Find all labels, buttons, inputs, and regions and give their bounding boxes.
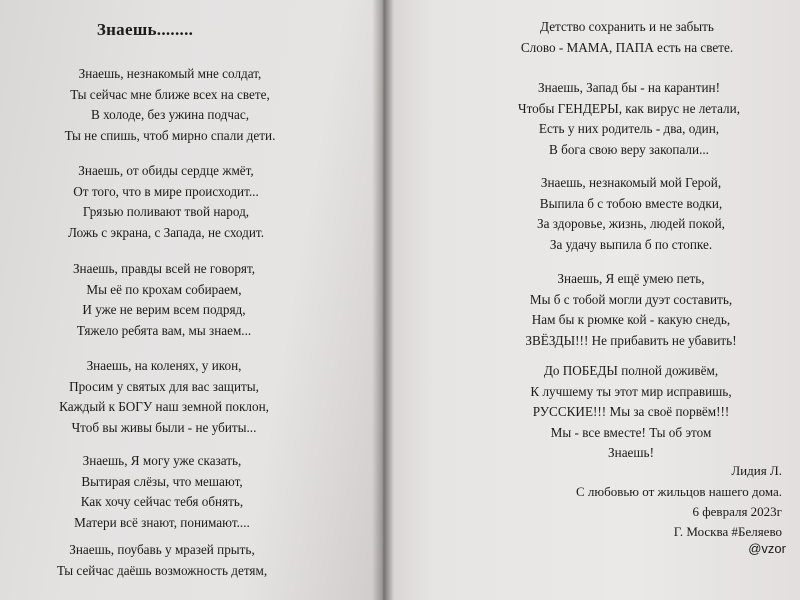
poem-line: Знаешь, Запад бы - на карантин!: [538, 80, 720, 95]
right-stanza-2: [474, 78, 784, 160]
poem-line: Знаешь, поубавь у мразей прыть,: [69, 542, 255, 557]
poem-line: Детство сохранить и не забыть: [540, 19, 714, 34]
poem-line: Грязью поливают твой народ,: [82, 204, 250, 219]
poem-line: Слово - МАМА, ПАПА есть на свете.: [520, 39, 734, 55]
left-stanza-5: [12, 451, 312, 533]
poem-line: Матери всё знают, понимают....: [74, 514, 250, 530]
poem-line: Есть у них родитель - два, один,: [538, 121, 720, 136]
poem-line: Выпила б с тобою вместе водки,: [539, 195, 723, 211]
right-stanza-1: [472, 17, 782, 58]
poem-title: Знаешь........: [96, 20, 194, 39]
poem-line: Каждый к БОГУ наш земной поклон,: [59, 399, 269, 414]
left-stanza-6: [12, 540, 312, 581]
poem-line: За удачу выпила б по стопке.: [549, 236, 713, 252]
poem-line: В холоде, без ужина подчас,: [90, 107, 250, 122]
poem-line: Ты сейчас даёшь возможность детям,: [56, 562, 268, 578]
poem-line: До ПОБЕДЫ полной доживём,: [543, 363, 719, 378]
poem-line: Знаешь, незнакомый мой Герой,: [540, 175, 722, 190]
poem-line: Мы - все вместе! Ты об этом: [550, 424, 712, 440]
poem-line: От того, что в мире происходит...: [73, 183, 259, 199]
poem-line: Нам бы к рюмке кой - какую снедь,: [531, 312, 731, 327]
poem-line: Знаешь, от обиды сердце жмёт,: [78, 163, 254, 178]
poem-line: Знаешь, правды всей не говорят,: [72, 261, 256, 276]
poem-line: РУССКИЕ!!! Мы за своё порвём!!!: [532, 404, 730, 419]
poem-line: Ты не спишь, чтоб мирно спали дети.: [64, 127, 276, 143]
signature-date: 6 февраля 2023г: [692, 504, 782, 519]
poem-line: Мы б с тобой могли дуэт составить,: [529, 291, 733, 307]
poem-line: Просим у святых для вас защиты,: [69, 378, 259, 394]
poem-line: Знаешь, Я могу уже сказать,: [82, 453, 242, 468]
poem-line: Мы её по крохам собираем,: [86, 281, 242, 297]
left-stanza-4: [14, 356, 314, 438]
signature-author: Лидия Л.: [731, 463, 782, 478]
poem-line: Как хочу сейчас тебя обнять,: [80, 494, 244, 509]
poem-line: Знаешь, незнакомый мне солдат,: [78, 66, 262, 81]
poem-line: Тяжело ребята вам, мы знаем...: [76, 322, 252, 338]
right-stanza-5: [476, 361, 786, 464]
poem-line: Ложь с экрана, с Запада, не сходит.: [67, 224, 264, 240]
left-stanza-1: [20, 64, 320, 146]
poem-line: ЗВЁЗДЫ!!! Не прибавить не убавить!: [525, 332, 737, 348]
source-handle: @vzor: [748, 541, 786, 556]
signature-place: Г. Москва #Беляево: [673, 524, 782, 539]
poem-line: К лучшему ты этот мир исправишь,: [530, 383, 732, 399]
left-page: [0, 0, 384, 600]
poem-line: Знаешь, Я ещё умею петь,: [557, 271, 705, 286]
poem-line: Вытирая слёзы, что мешают,: [81, 473, 243, 489]
signature-dedication: С любовью от жильцов нашего дома.: [575, 484, 782, 499]
left-stanza-3: [14, 259, 314, 341]
poem-line: В бога свою веру закопали...: [549, 141, 709, 157]
poem-line: Чтоб вы живы были - не убиты...: [71, 419, 257, 435]
poem-line: Ты сейчас мне ближе всех на свете,: [70, 86, 270, 102]
right-page: [384, 0, 800, 600]
right-stanza-3: [476, 173, 786, 255]
poem-line: За здоровье, жизнь, людей покой,: [537, 216, 725, 231]
poem-line: Знаешь, на коленях, у икон,: [86, 358, 242, 373]
poem-line: И уже не верим всем подряд,: [82, 302, 246, 317]
poem-line: Знаешь!: [608, 445, 654, 460]
left-stanza-2: [16, 161, 316, 243]
poem-line: Чтобы ГЕНДЕРЫ, как вирус не летали,: [518, 100, 740, 116]
right-stanza-4: [476, 269, 786, 351]
book-spine-shadow: [372, 0, 394, 600]
